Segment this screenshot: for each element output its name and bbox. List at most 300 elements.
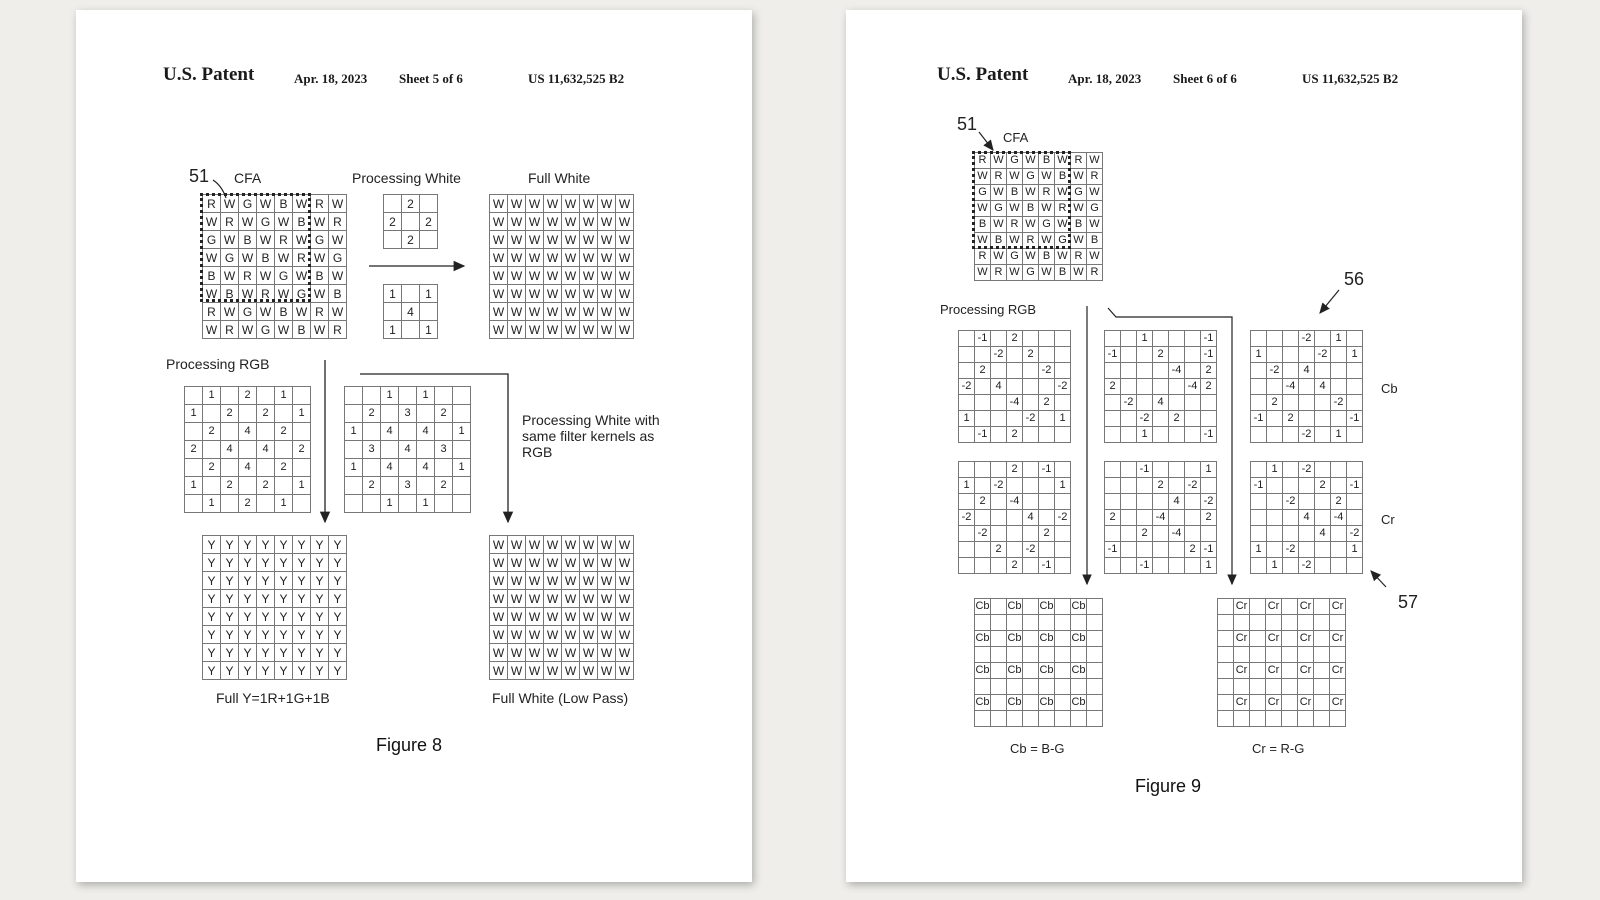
grid-cell [1315,395,1331,411]
grid-row [1251,542,1363,558]
grid-cell [1039,379,1055,395]
grid-cell: Cb [975,663,991,679]
grid-row [1251,395,1363,411]
grid-cell: -1 [1201,331,1217,347]
grid-cell [975,615,991,631]
grid-cell: W [562,608,580,626]
grid-cell [1039,478,1055,494]
grid-cell [185,495,203,513]
grid-cell [1283,462,1299,478]
grid-cell [1282,679,1298,695]
grid-cell: R [203,195,221,213]
grid-cell: W [293,195,311,213]
grid-cell: W [526,554,544,572]
grid-cell: 2 [1105,510,1121,526]
grid-cell [1105,558,1121,574]
grid-cell [1087,663,1103,679]
grid-row [185,477,311,495]
grid-cell [1023,599,1039,615]
header-number: US 11,632,525 B2 [528,71,625,86]
grid-cell [1121,494,1137,510]
grid-cell: W [616,644,634,662]
grid-cell: Y [311,554,329,572]
grid-cell [1315,331,1331,347]
grid-cell: G [1071,185,1087,201]
grid-cell: W [598,644,616,662]
grid-cell [1267,542,1283,558]
grid-cell: W [329,267,347,285]
grid-cell: Cb [1071,695,1087,711]
grid-cell: Y [329,572,347,590]
grid-cell: G [257,321,275,339]
grid-cell: -2 [1201,494,1217,510]
grid-cell [420,195,438,213]
grid-cell [1331,347,1347,363]
grid-cell: Y [221,626,239,644]
grid-cell [1105,411,1121,427]
grid-cell: W [490,321,508,339]
grid-cell [345,387,363,405]
grid-cell: G [257,213,275,231]
grid-cell [1234,615,1250,631]
grid-cell [1282,695,1298,711]
grid-cell: W [562,303,580,321]
grid-cell: W [580,608,598,626]
grid-row [384,303,438,321]
grid-cell [1315,363,1331,379]
grid-cell: R [1071,153,1087,169]
grid-cell [1314,711,1330,727]
grid-cell: 1 [275,387,293,405]
grid-row [185,459,311,477]
grid-cell: 1 [1267,462,1283,478]
grid-cell: W [311,249,329,267]
grid-cell: W [580,249,598,267]
grid-cell: W [257,195,275,213]
grid-cell: R [293,249,311,267]
grid-cell [435,423,453,441]
grid-cell: W [275,213,293,231]
grid-cell: W [508,231,526,249]
grid-row [1251,478,1363,494]
grid-cell [1267,526,1283,542]
grid-cell: 1 [345,459,363,477]
grid-cell [1153,542,1169,558]
grid-cell [1169,427,1185,443]
grid-cell [1153,331,1169,347]
grid-cell [1023,615,1039,631]
grid-cell [1023,462,1039,478]
grid-cell: W [544,249,562,267]
grid-row [490,644,634,662]
grid-cell: G [329,249,347,267]
grid-cell: G [239,195,257,213]
grid-cell: Y [239,590,257,608]
grid-cell: 2 [363,405,381,423]
grid-cell: 4 [381,459,399,477]
grid-cell [1331,526,1347,542]
grid-cell [185,387,203,405]
grid-cell [1007,363,1023,379]
grid-cell: -1 [1039,558,1055,574]
grid-cell: -1 [1201,542,1217,558]
header-date: Apr. 18, 2023 [1068,71,1142,86]
grid-cell [1023,695,1039,711]
grid-cell: -2 [1299,427,1315,443]
grid-cell: W [1023,249,1039,265]
grid-cell [345,441,363,459]
grid-row [345,495,471,513]
grid-cell [1137,395,1153,411]
grid-row [1251,526,1363,542]
grid-row [975,631,1103,647]
grid-cell [959,395,975,411]
grid-row [1251,462,1363,478]
grid-cell [435,495,453,513]
grid-cell: 4 [1299,363,1315,379]
ref-51: 51 [189,166,210,186]
processing-rgb-kernel-2 [344,386,471,513]
grid-cell [1298,679,1314,695]
grid-cell: B [329,285,347,303]
grid-cell: G [203,231,221,249]
grid-cell: Cb [1007,631,1023,647]
grid-row [1218,647,1346,663]
grid-cell: -1 [1251,411,1267,427]
grid-cell: R [311,195,329,213]
grid-cell: R [221,213,239,231]
grid-cell [1347,462,1363,478]
grid-cell [1121,363,1137,379]
grid-cell: W [598,267,616,285]
grid-cell [1137,542,1153,558]
grid-cell: B [275,195,293,213]
grid-cell: -2 [1039,363,1055,379]
grid-cell: Y [293,626,311,644]
grid-cell: W [616,554,634,572]
grid-cell: Cb [1039,663,1055,679]
grid-cell: W [580,626,598,644]
grid-cell: G [991,201,1007,217]
grid-cell [1071,711,1087,727]
grid-cell [991,615,1007,631]
grid-cell: W [616,213,634,231]
grid-row [490,195,634,213]
grid-cell: 3 [399,477,417,495]
grid-cell [1185,411,1201,427]
grid-cell: 1 [381,387,399,405]
grid-cell: 1 [1347,347,1363,363]
grid-cell: W [544,554,562,572]
grid-cell [1039,510,1055,526]
grid-cell [1169,331,1185,347]
grid-cell [1201,526,1217,542]
grid-cell: 1 [381,495,399,513]
grid-cell: W [580,572,598,590]
grid-cell: 2 [1105,379,1121,395]
grid-cell: 1 [417,387,435,405]
grid-cell: 3 [363,441,381,459]
grid-cell: 1 [185,405,203,423]
grid-cell: W [526,321,544,339]
grid-cell [1023,679,1039,695]
grid-cell: W [239,285,257,303]
grid-cell [1347,363,1363,379]
grid-cell: 2 [1007,462,1023,478]
grid-row [1105,526,1217,542]
grid-cell: W [562,195,580,213]
grid-cell: 2 [1153,347,1169,363]
grid-row [1251,558,1363,574]
grid-cell [1218,663,1234,679]
grid-row [959,395,1071,411]
grid-cell: W [257,231,275,249]
grid-cell: R [275,231,293,249]
grid-cell: Y [329,590,347,608]
grid-cell: Y [275,590,293,608]
grid-cell [1298,711,1314,727]
grid-cell: Cr [1266,599,1282,615]
grid-cell: Y [293,608,311,626]
grid-cell: W [580,285,598,303]
grid-cell [975,679,991,695]
grid-cell: 1 [1201,462,1217,478]
grid-cell: W [991,153,1007,169]
grid-cell [1105,462,1121,478]
grid-cell: W [1023,185,1039,201]
label-cr: Cr [1381,512,1395,527]
grid-cell: Cb [975,631,991,647]
grid-cell [381,477,399,495]
cfa-grid [202,194,347,339]
grid-cell [1201,411,1217,427]
grid-cell: W [544,321,562,339]
rgb-kernel-5 [1104,461,1217,574]
grid-cell: -2 [1137,411,1153,427]
grid-cell: -1 [1251,478,1267,494]
grid-cell: Y [239,662,257,680]
grid-cell [991,427,1007,443]
grid-cell: 2 [221,477,239,495]
grid-cell: 1 [453,459,471,477]
grid-cell [991,363,1007,379]
grid-cell: -2 [1299,462,1315,478]
grid-cell [1347,510,1363,526]
grid-cell [975,711,991,727]
grid-row [1218,711,1346,727]
grid-cell [1283,427,1299,443]
grid-cell: W [1071,233,1087,249]
grid-cell [1218,679,1234,695]
grid-cell [1105,478,1121,494]
full-white-low-pass-grid [489,535,634,680]
grid-cell: -2 [1331,395,1347,411]
grid-row [959,427,1071,443]
grid-cell: 4 [402,303,420,321]
grid-cell [453,495,471,513]
grid-cell: Y [293,590,311,608]
grid-row [185,387,311,405]
grid-cell [1007,478,1023,494]
grid-cell: 4 [257,441,275,459]
grid-cell [1234,711,1250,727]
grid-cell [1153,558,1169,574]
grid-cell [1153,427,1169,443]
grid-cell: -2 [1185,478,1201,494]
grid-cell [1314,599,1330,615]
grid-cell: W [562,554,580,572]
grid-cell: Y [239,608,257,626]
grid-cell: Cb [1039,599,1055,615]
grid-cell: R [1007,217,1023,233]
ref-51: 51 [957,114,978,134]
grid-cell [1267,411,1283,427]
grid-cell [959,558,975,574]
grid-cell: W [508,644,526,662]
grid-cell: Y [257,662,275,680]
grid-cell: Cr [1298,599,1314,615]
grid-cell [384,303,402,321]
grid-cell: W [544,572,562,590]
grid-cell: W [1023,217,1039,233]
grid-cell: W [616,249,634,267]
grid-cell [345,477,363,495]
grid-cell [1266,647,1282,663]
grid-cell [293,459,311,477]
grid-cell [1007,347,1023,363]
grid-cell [1039,711,1055,727]
grid-cell: W [526,267,544,285]
grid-cell: Cr [1298,695,1314,711]
grid-cell: Cr [1266,663,1282,679]
grid-cell: Y [203,572,221,590]
grid-cell: 2 [1331,494,1347,510]
grid-cell [402,213,420,231]
grid-cell: W [1007,201,1023,217]
grid-cell: B [239,231,257,249]
grid-cell: W [580,267,598,285]
grid-cell: W [598,249,616,267]
grid-row [490,626,634,644]
grid-cell: W [1007,265,1023,281]
grid-row [185,405,311,423]
grid-row [345,405,471,423]
grid-cell: W [580,213,598,231]
grid-cell [975,542,991,558]
grid-cell [417,441,435,459]
grid-cell: W [616,231,634,249]
grid-cell [991,599,1007,615]
grid-cell: Y [221,572,239,590]
grid-cell: 2 [991,542,1007,558]
grid-cell: 4 [417,423,435,441]
grid-cell: G [311,231,329,249]
grid-row [975,153,1103,169]
grid-cell [1185,526,1201,542]
grid-cell: W [1071,169,1087,185]
grid-cell [991,631,1007,647]
grid-row [959,510,1071,526]
grid-cell: W [239,213,257,231]
grid-cell [293,387,311,405]
grid-cell: 2 [221,405,239,423]
grid-cell [1347,379,1363,395]
grid-cell: 4 [991,379,1007,395]
grid-cell: -2 [959,379,975,395]
grid-row [1251,331,1363,347]
grid-cell: W [203,213,221,231]
grid-cell [1251,462,1267,478]
grid-row [345,459,471,477]
grid-cell [185,459,203,477]
grid-cell: Cb [1071,599,1087,615]
grid-cell: W [544,662,562,680]
header-number: US 11,632,525 B2 [1302,71,1399,86]
grid-cell [1185,331,1201,347]
rgb-kernel-4 [958,461,1071,574]
grid-row [203,213,347,231]
grid-cell: Cr [1266,631,1282,647]
grid-cell: B [293,213,311,231]
grid-cell: W [616,572,634,590]
grid-cell: W [526,195,544,213]
grid-cell: Y [329,554,347,572]
grid-cell [1071,647,1087,663]
grid-cell: W [508,662,526,680]
grid-cell: W [616,626,634,644]
grid-cell [1137,494,1153,510]
label-cfa: CFA [234,170,262,186]
grid-cell: 2 [1201,379,1217,395]
grid-cell [1267,379,1283,395]
grid-cell: W [526,231,544,249]
grid-cell: W [1087,185,1103,201]
grid-cell: W [580,644,598,662]
grid-row [203,626,347,644]
grid-cell: 1 [453,423,471,441]
grid-cell: -2 [959,510,975,526]
grid-cell: W [598,554,616,572]
grid-cell: 4 [399,441,417,459]
grid-row [1251,363,1363,379]
grid-cell: -1 [1105,347,1121,363]
grid-cell: 4 [1315,526,1331,542]
grid-cell: G [239,303,257,321]
grid-row [490,285,634,303]
grid-cell: 2 [1315,478,1331,494]
grid-cell: 4 [381,423,399,441]
grid-row [975,169,1103,185]
grid-cell [1137,379,1153,395]
grid-cell [1023,478,1039,494]
grid-cell: W [1087,217,1103,233]
grid-cell: 1 [1331,427,1347,443]
label-full-white: Full White [528,170,591,186]
grid-cell: W [562,285,580,303]
grid-cell [1267,510,1283,526]
grid-cell [1023,494,1039,510]
grid-row [345,423,471,441]
grid-cell: W [544,536,562,554]
grid-cell: 2 [1283,411,1299,427]
grid-cell: W [329,195,347,213]
grid-cell: W [1039,169,1055,185]
grid-cell: W [508,195,526,213]
grid-cell [975,379,991,395]
grid-cell [1315,542,1331,558]
grid-cell: 4 [1023,510,1039,526]
grid-cell: 2 [203,459,221,477]
